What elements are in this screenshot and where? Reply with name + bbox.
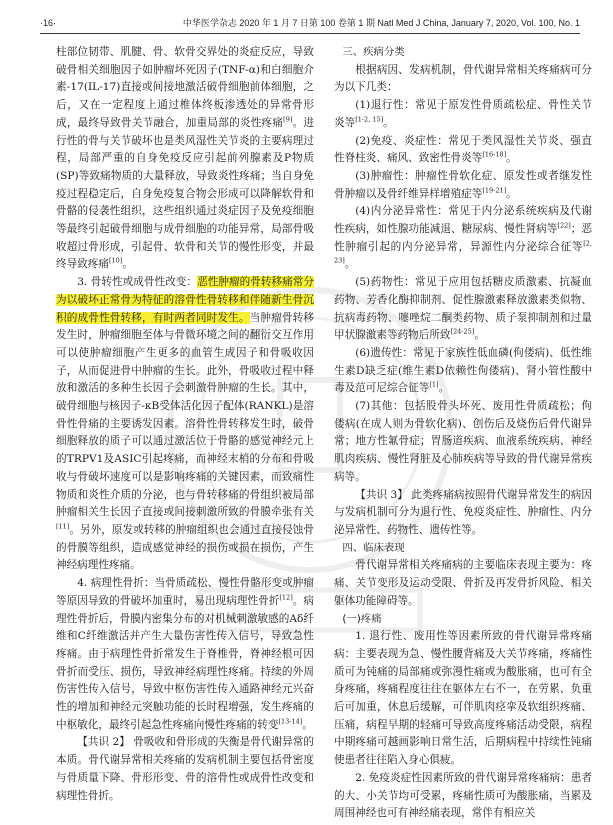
list-item: (6)遗传性：常见于家族性低血磷(佝偻病)、低性维生素D缺乏症(维生素D依赖性佝偻病)、肾小管性酸中毒及范可尼综合征等[1]。 bbox=[334, 346, 592, 395]
subsection-heading: (一)疼痛 bbox=[342, 612, 382, 625]
paragraph: 柱部位韧带、肌腱、骨、软骨交界处的炎症反应，导致破骨相关细胞因子如肿瘤坏死因子(TNF-α)和白细胞介素-17(IL-17)直接或间接地激活破骨细胞前体细胞，之后，又在一定程度上通过椎体终板渗透处的异常骨形成，最终导致骨关节融合，加重局部的炎性疼痛[9]。进行性的骨与关节破坏也是类风湿性关节炎的主要病理过程，局部严重的自身免疫反应引起前列腺素及P物质(SP)等致痛物质的大量释放，导致炎性疼痛；当自身免疫过程稳定后，自身免疫复合物会形成可以降解软骨和骨骼的侵袭性组织，这些组织通过炎症因子及免疫细胞等最终引起破骨细胞与成骨细胞的功能异常，局部骨吸收超过骨形成，引起骨、软骨和关节的慢性形变，并最终导致疼痛[10]。 bbox=[56, 46, 315, 271]
list-item: (3)肿瘤性：肿瘤性骨软化症、原发性或者继发性骨肿瘤以及骨纤维异样增殖症等[19-21]。 bbox=[334, 169, 592, 200]
list-item: (7)其他：包括股骨头坏死、废用性骨质疏松；佝偻病(在成人则为骨软化病)、创伤后及烧伤后骨代谢异常；地方性氟骨症；胃肠道疾病、血液系统疾病、神经肌肉疾病、慢性肾脏及心肺疾病等导致的骨代谢异常疾病等。 bbox=[334, 400, 592, 483]
page-number: ·16· bbox=[40, 18, 57, 28]
paragraph: 根据病因、发病机制，骨代谢异常相关疼痛病可分为以下几类： bbox=[334, 63, 592, 94]
right-column bbox=[334, 44, 592, 823]
paragraph: 骨代谢异常相关疼痛病的主要临床表现主要为：疼痛、关节变形及运动受限、骨折及再发骨折风险、相关躯体功能障碍等。 bbox=[334, 559, 592, 607]
left-column bbox=[56, 44, 314, 805]
page-header bbox=[40, 16, 580, 30]
paragraph: 1. 退行性、废用性等因素所致的骨代谢异常疼痛病：主要表现为急、慢性腰背痛及大关节疼痛，疼痛性质可为钝痛的局部痛或弥漫性痛或为酸胀痛，也可有全身疼痛，疼痛程度往往在躯体左右不一，在劳累、负重后可加重，休息后缓解，可伴肌肉痉挛及软组织疼痛、压痛，病程早期的轻痛可导致高度疼痛活动受限，病程中期疼痛可越画影响日常生活，后期病程中持续性钝痛使患者往往陷入身心俱疲。 bbox=[334, 630, 592, 767]
consensus-3: 【共识 3】 此类疼痛病按照骨代谢异常发生的病因与发病机制可分为退行性、免疫炎症性、肿瘤性、内分泌异常性、药物性、遗传性等。 bbox=[334, 488, 592, 536]
list-item: (2)免疫、炎症性：常见于类风湿性关节炎、强直性脊柱炎、痛风、致密性骨炎等[16-18]。 bbox=[334, 134, 592, 165]
journal-citation: 中华医学杂志 2020 年 1 月 7 日第 100 卷第 1 期 Natl Med J China, January 7, 2020, Vol. 100, No. 1 bbox=[182, 18, 580, 28]
list-item: (1)退行性：常见于原发性骨质疏松症、骨性关节炎等[1-2, 15]。 bbox=[334, 99, 592, 129]
paragraph-pathological-fracture: 4. 病理性骨折：当骨质疏松、慢性骨骼形变或肿瘤等原因导致的骨破坏加重时，易出现病理性骨折[12]。病理性骨折后，骨膜内密集分布的对机械刺激敏感的Aδ纤维和C纤维激活并产生大量伤害性传入信号，导致急性疼痛。由于病理性骨折常发生于脊椎骨，脊神经根可因骨折而受压、损伤，导致神经病理性疼痛。持续的外周伤害性传入信号，导致中枢伤害性传入通路神经元兴奋性的增加和神经元突触功能的长时程增强，发生疼痛的中枢敏化，最终引起急性疼痛向慢性疼痛的转变[13-14]。 bbox=[56, 577, 315, 731]
header-rule bbox=[40, 33, 580, 34]
paragraph-bone-metastasis: 3. 骨转性或成骨性改变：恶性肿瘤的骨转移痛常分为以破坏正常骨为特征的溶骨性骨转移和伴随新生骨沉积的成骨性骨转移，有时两者同时发生。当肿瘤骨转移发生时，肿瘤细胞至体与骨微环境之间的翻衍交互作用可以使肿瘤细胞产生更多的血管生成因子和骨吸收因子，从而促进骨中肿瘤的生长。此外，骨吸收过程中释放和激活的多种生长因子会刺激骨肿瘤的生长。其中，破骨细胞与核因子-κB受体活化因子配体(RANKL)是溶骨性骨痛的主要诱发因素。溶骨性骨转移发生时，破骨细胞释放的质子可以通过激活位于骨骼的感觉神经元上的TRPV1及ASIC引起疼痛，而神经末梢的分布和骨吸收与骨破坏速度可以是影响疼痛的关键因素，而致痛性物质和炎性介质的分泌，也与骨转移痛的骨组织被局部肿瘤相关生长因子直接或间接刺激所致的骨膜牵张有关[11]。另外，原发或转移的肿瘤组织也会通过直接侵蚀骨的骨膜等组织，造成感觉神经的损伤或损在损伤，产生神经病理性疼痛。 bbox=[56, 276, 315, 572]
list-item: (5)药物性：常见于应用包括糖皮质激素、抗凝血药物、芳香化酶抑制剂、促性腺激素释放激素类似物、抗病毒药物、噻唑烷二酮类药物、质子泵抑制剂和过量甲状腺激素等药物后所致[24-25]。 bbox=[334, 276, 592, 342]
paragraph: 2. 免疫炎症性因素所致的骨代谢异常疼痛病：患者的大、小关节均可受累，疼痛性质可为酸胀痛，当累及周围神经也可有神经痛表现，常伴有相应关 bbox=[334, 771, 592, 820]
section-heading: 四、临床表现 bbox=[342, 541, 405, 554]
highlighted-text: 恶性肿瘤的骨转移痛常分为以破坏正常骨为特征的溶骨性骨转移和伴随新生骨沉积的成骨性骨转移，有时两者同时发生。 bbox=[56, 276, 315, 324]
section-heading: 三、疾病分类 bbox=[342, 46, 405, 58]
consensus-2: 【共识 2】 骨吸收和骨形成的失衡是骨代谢异常的本质。骨代谢异常相关疼痛的发病机制主要包括骨密度与骨质量下降、骨形形变、骨的溶骨性或成骨性改变和病理性骨折。 bbox=[56, 736, 314, 802]
list-item: (4)内分泌异常性：常见于内分泌系统疾病及代谢性疾病，如性腺功能减退、糖尿病、慢性肾病等[22]；恶性肿瘤引起的内分泌异常，异源性内分泌综合征等[2, 23]。 bbox=[334, 205, 592, 271]
